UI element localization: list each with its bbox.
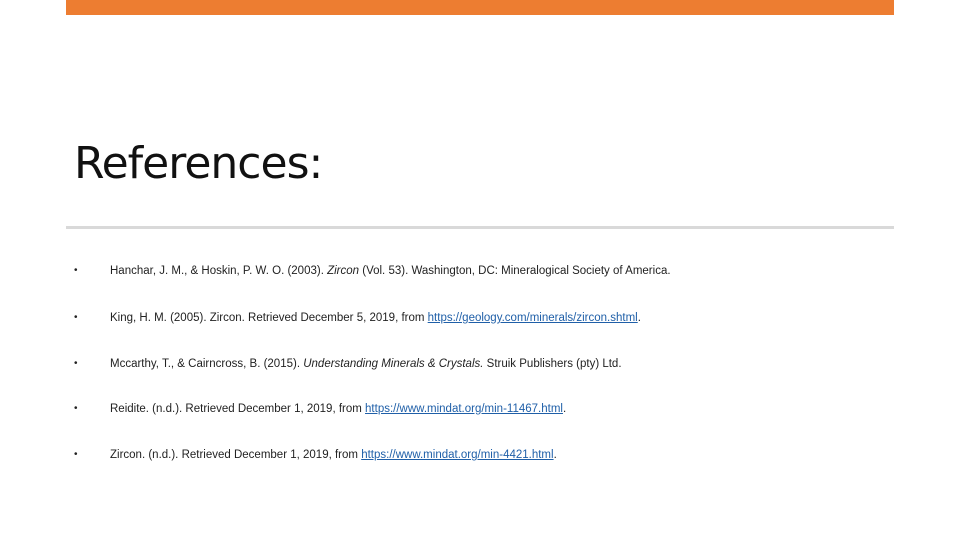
reference-text-part: Reidite. (n.d.). Retrieved December 1, 2019, from bbox=[110, 403, 366, 415]
reference-text-part: Zircon. (n.d.). Retrieved December 1, 2019, from bbox=[110, 449, 362, 461]
reference-item bbox=[74, 399, 894, 419]
reference-text bbox=[110, 445, 557, 465]
reference-text-part: (Vol. 53). Washington, DC: Mineralogical Society of America. bbox=[359, 265, 671, 277]
reference-item bbox=[74, 354, 894, 374]
reference-text-part: Hanchar, J. M., & Hoskin, P. W. O. (2003). bbox=[110, 265, 328, 277]
reference-text-part: . bbox=[637, 312, 641, 324]
reference-link[interactable]: https://www.mindat.org/min-11467.html bbox=[365, 403, 563, 415]
reference-text-part: Struik Publishers (pty) Ltd. bbox=[483, 358, 622, 370]
bullet-icon: • bbox=[74, 265, 78, 276]
bullet-icon: • bbox=[74, 358, 78, 369]
reference-text bbox=[110, 261, 671, 281]
slide-title: References: bbox=[74, 138, 323, 189]
reference-text bbox=[110, 399, 566, 419]
reference-link[interactable]: https://www.mindat.org/min-4421.html bbox=[361, 449, 554, 461]
reference-text-part: King, H. M. (2005). Zircon. Retrieved December 5, 2019, from bbox=[110, 312, 428, 324]
reference-title: Zircon bbox=[327, 265, 360, 277]
reference-text-part: . bbox=[553, 449, 557, 461]
bullet-icon: • bbox=[74, 403, 78, 414]
reference-title: Understanding Minerals & Crystals. bbox=[303, 358, 484, 370]
reference-item bbox=[74, 261, 894, 281]
reference-text bbox=[110, 308, 641, 328]
reference-link[interactable]: https://geology.com/minerals/zircon.shtml bbox=[427, 312, 638, 324]
reference-text bbox=[110, 354, 622, 374]
reference-item bbox=[74, 308, 894, 328]
bullet-icon: • bbox=[74, 312, 78, 323]
bullet-icon: • bbox=[74, 449, 78, 460]
reference-text-part: Mccarthy, T., & Cairncross, B. (2015). bbox=[110, 358, 304, 370]
reference-text-part: . bbox=[562, 403, 567, 415]
reference-item bbox=[74, 445, 894, 465]
